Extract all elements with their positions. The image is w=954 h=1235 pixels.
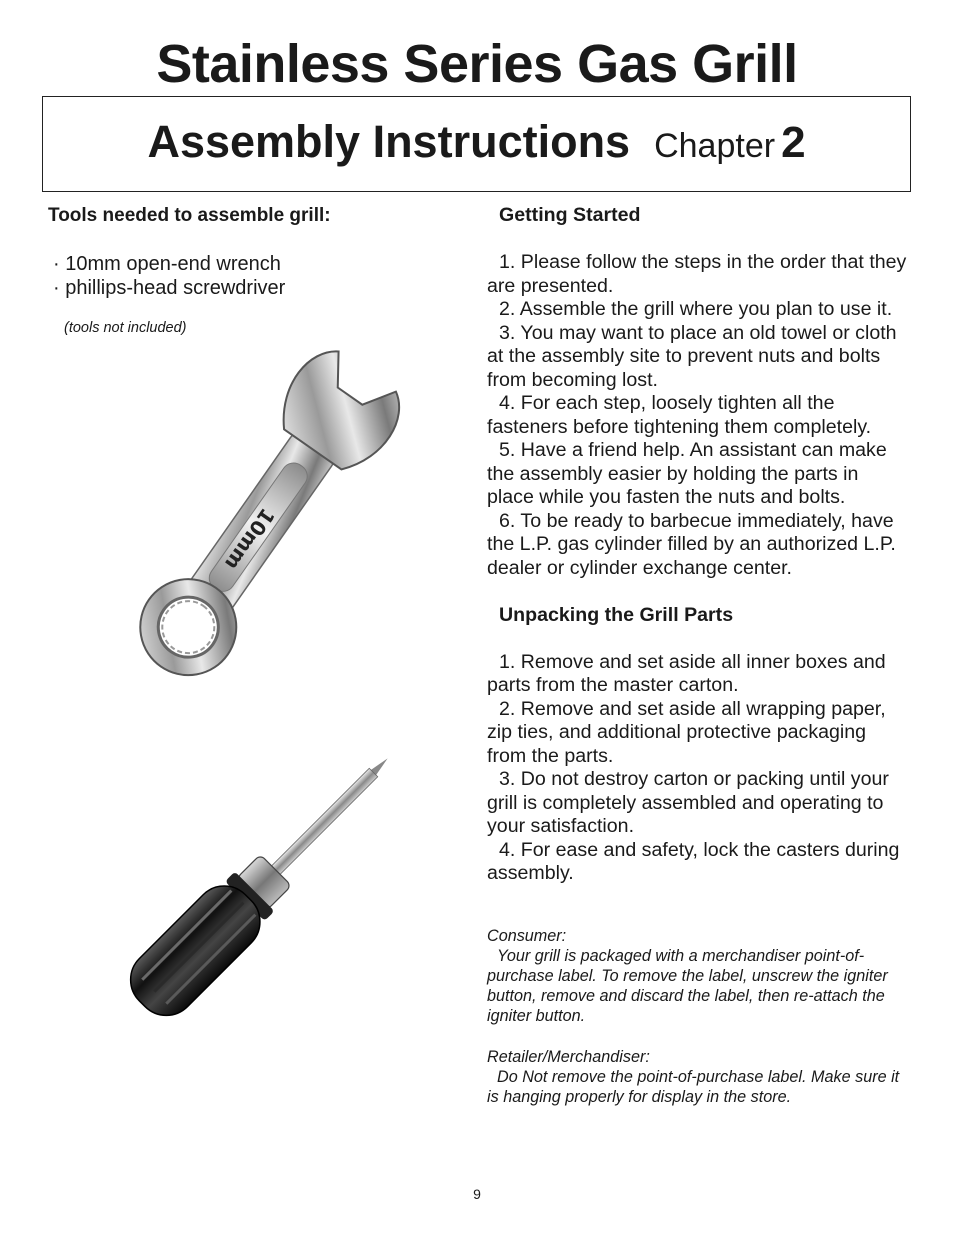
getting-started-step: 5. Have a friend help. An assistant can make the assembly easier by holding the parts in place while you fasten the nuts and bolts. (487, 439, 887, 508)
tools-heading: Tools needed to assemble grill: (48, 205, 331, 226)
getting-started-step: 3. You may want to place an old towel or cloth at the assembly site to prevent nuts and bolts from becoming lost. (487, 321, 897, 391)
tool-item: · 10mm open-end wrench (53, 253, 281, 275)
screwdriver-illustration (86, 700, 446, 1060)
consumer-label: Consumer: (487, 926, 567, 945)
wrench-marking: 10mm (220, 503, 280, 575)
getting-started-heading: Getting Started (499, 204, 641, 226)
retailer-label: Retailer/Merchandiser: (487, 1047, 650, 1066)
chapter-header (42, 96, 911, 192)
chapter-number: 2 (781, 118, 806, 167)
chapter-label: Chapter (654, 127, 776, 165)
page-title: Stainless Series Gas Grill (156, 34, 798, 94)
notes-block (487, 926, 907, 1108)
unpacking-step: 2. Remove and set aside all wrapping paper, zip ties, and additional protective packaging from the parts. (487, 697, 886, 767)
unpacking-step: 3. Do not destroy carton or packing until your grill is completely assembled and operating to your satisfaction. (487, 768, 889, 837)
wrench-illustration (84, 344, 444, 694)
getting-started-step: 2. Assemble the grill where you plan to use it. (499, 298, 893, 320)
tool-item: · phillips-head screwdriver (53, 277, 286, 299)
unpacking-step: 1. Remove and set aside all inner boxes and parts from the master carton. (487, 650, 886, 696)
getting-started-step: 4. For each step, loosely tighten all the fasteners before tightening them completely. (487, 392, 872, 438)
unpacking-step: 4. For ease and safety, lock the casters during assembly. (487, 838, 900, 884)
getting-started-step: 1. Please follow the steps in the order that they are presented. (487, 251, 907, 297)
tools-note: (tools not included) (64, 320, 187, 336)
tools-list (48, 252, 448, 300)
retailer-text: Do Not remove the point-of-purchase label. Make sure it is hanging properly for display in the store. (487, 1067, 900, 1107)
unpacking-heading: Unpacking the Grill Parts (499, 603, 734, 626)
consumer-text: Your grill is packaged with a merchandiser point-of-purchase label. To remove the label, unscrew the igniter button, remove and discard the label, then re-attach the igniter button. (487, 946, 888, 1026)
page-number: 9 (473, 1186, 481, 1202)
getting-started-step: 6. To be ready to barbecue immediately, have the L.P. gas cylinder filled by an authorized L.P. dealer or cylinder exchange center. (487, 509, 896, 579)
instructions-column (487, 204, 907, 1107)
tools-section (48, 204, 448, 338)
chapter-heading: Assembly Instructions (147, 116, 631, 167)
